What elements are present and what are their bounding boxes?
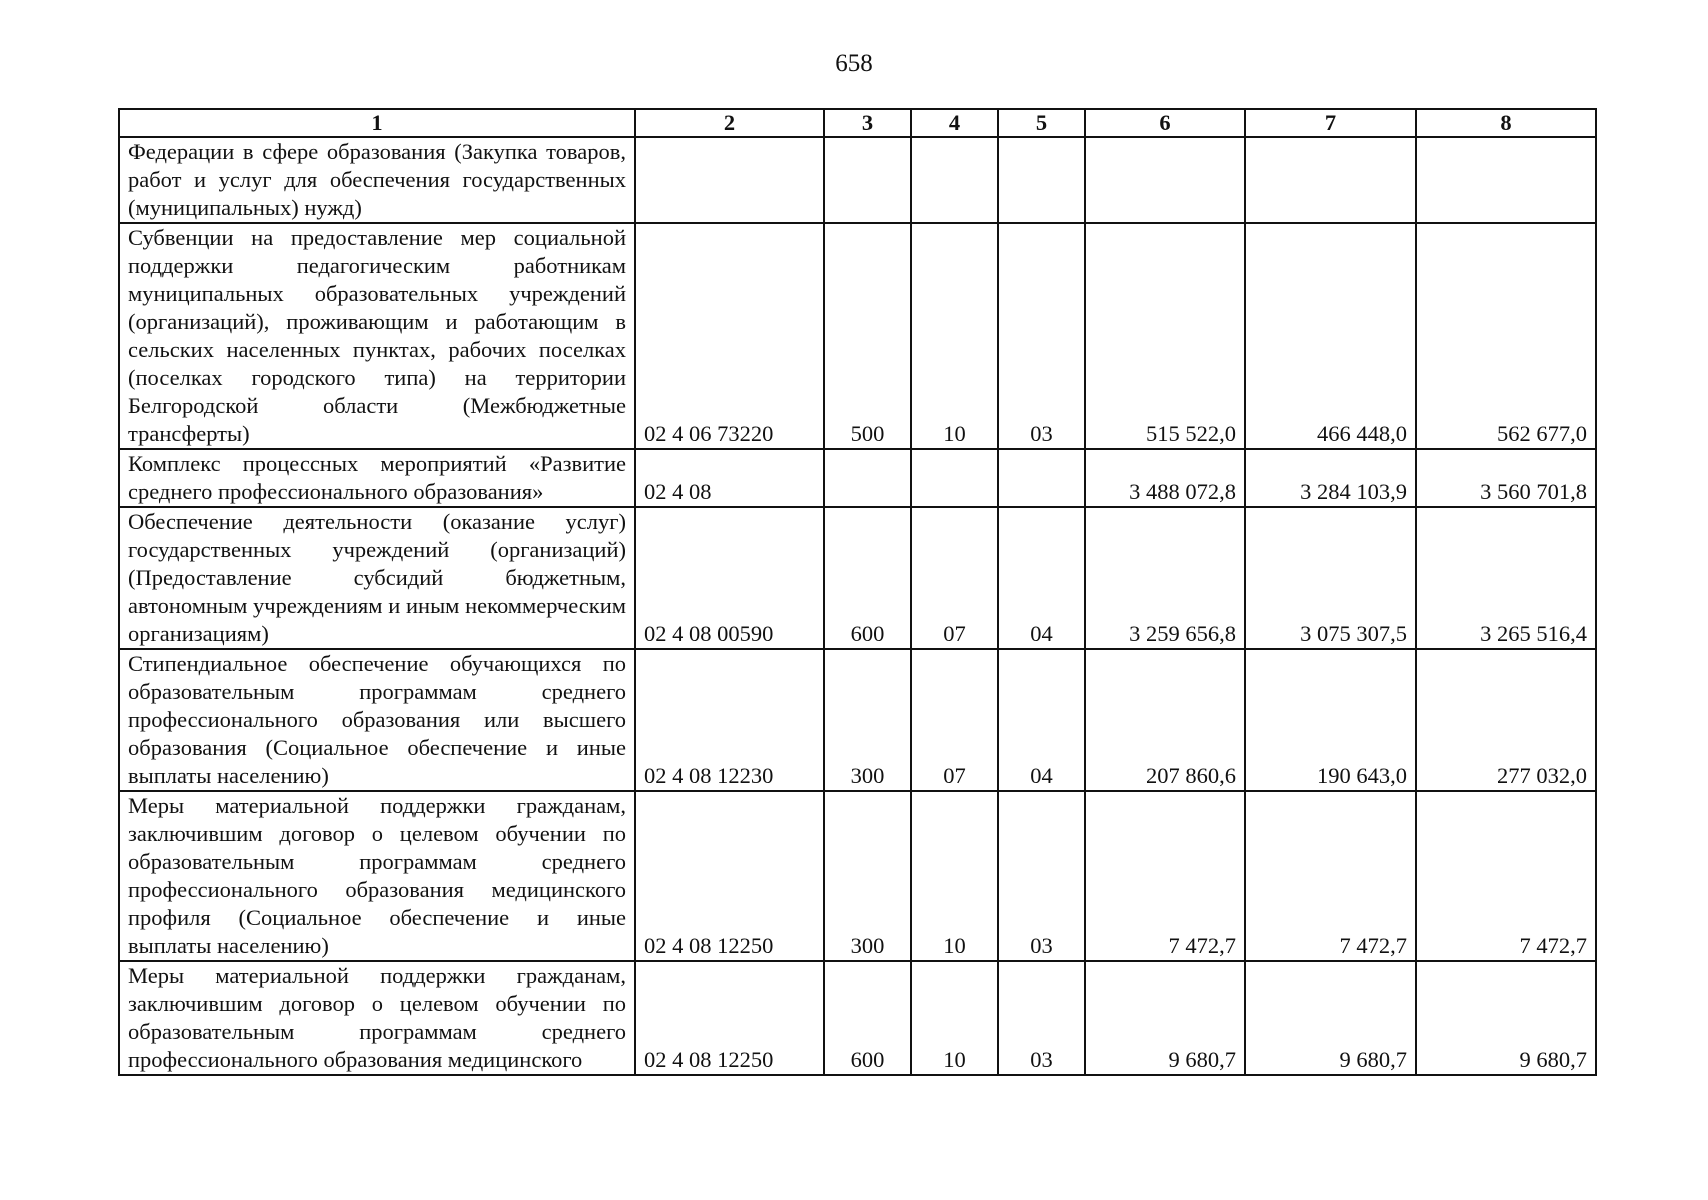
- subsection-code: 04: [998, 649, 1085, 791]
- row-description: Субвенции на предоставление мер социальной поддержки педагогическим работникам муниципальных образовательных учреждений (организаций), проживающим и работающим в сельских населенных пунктах, рабочих поселках (поселках городского типа) на территории Белгородской области (Межбюджетные трансферты): [119, 223, 635, 449]
- expense-type-code: 500: [824, 223, 911, 449]
- expense-type-code: [824, 449, 911, 507]
- amount-col-7: 7 472,7: [1245, 791, 1416, 961]
- amount-col-6: [1085, 137, 1245, 223]
- amount-col-8: 562 677,0: [1416, 223, 1596, 449]
- page-number: 658: [835, 50, 873, 77]
- amount-col-8: 277 032,0: [1416, 649, 1596, 791]
- amount-col-7: 3 075 307,5: [1245, 507, 1416, 649]
- section-code: [911, 137, 998, 223]
- row-description: Комплекс процессных мероприятий «Развитие среднего профессионального образования»: [119, 449, 635, 507]
- subsection-code: 03: [998, 961, 1085, 1075]
- table-row: [119, 649, 1596, 791]
- amount-col-6: 3 259 656,8: [1085, 507, 1245, 649]
- amount-col-6: 515 522,0: [1085, 223, 1245, 449]
- row-description: Обеспечение деятельности (оказание услуг) государственных учреждений (организаций) (Предоставление субсидий бюджетным, автономным учреждениям и иным некоммерческим организациям): [119, 507, 635, 649]
- target-article-code: 02 4 08: [635, 449, 824, 507]
- amount-col-7: 466 448,0: [1245, 223, 1416, 449]
- table-row: [119, 791, 1596, 961]
- amount-col-8: 3 265 516,4: [1416, 507, 1596, 649]
- section-code: 07: [911, 649, 998, 791]
- section-code: 10: [911, 961, 998, 1075]
- amount-col-7: 9 680,7: [1245, 961, 1416, 1075]
- subsection-code: [998, 137, 1085, 223]
- column-header-3: 3: [824, 109, 911, 137]
- subsection-code: [998, 449, 1085, 507]
- column-header-7: 7: [1245, 109, 1416, 137]
- target-article-code: 02 4 06 73220: [635, 223, 824, 449]
- target-article-code: 02 4 08 12250: [635, 961, 824, 1075]
- column-header-6: 6: [1085, 109, 1245, 137]
- section-code: 10: [911, 223, 998, 449]
- section-code: 10: [911, 791, 998, 961]
- expense-type-code: 600: [824, 961, 911, 1075]
- row-description: Стипендиальное обеспечение обучающихся по образовательным программам среднего профессионального образования или высшего образования (Социальное обеспечение и иные выплаты населению): [119, 649, 635, 791]
- amount-col-7: [1245, 137, 1416, 223]
- section-code: 07: [911, 507, 998, 649]
- subsection-code: 03: [998, 791, 1085, 961]
- amount-col-8: 7 472,7: [1416, 791, 1596, 961]
- row-description: Меры материальной поддержки гражданам, заключившим договор о целевом обучении по образовательным программам среднего профессионального образования медицинского профиля (Социальное обеспечение и иные выплаты населению): [119, 791, 635, 961]
- column-header-2: 2: [635, 109, 824, 137]
- amount-col-8: [1416, 137, 1596, 223]
- expense-type-code: 300: [824, 649, 911, 791]
- column-header-4: 4: [911, 109, 998, 137]
- amount-col-8: 9 680,7: [1416, 961, 1596, 1075]
- header-row: [119, 109, 1596, 137]
- amount-col-7: 190 643,0: [1245, 649, 1416, 791]
- subsection-code: 04: [998, 507, 1085, 649]
- column-header-8: 8: [1416, 109, 1596, 137]
- budget-table: [118, 108, 1597, 1076]
- target-article-code: 02 4 08 12250: [635, 791, 824, 961]
- row-description: Федерации в сфере образования (Закупка товаров, работ и услуг для обеспечения государственных (муниципальных) нужд): [119, 137, 635, 223]
- target-article-code: [635, 137, 824, 223]
- subsection-code: 03: [998, 223, 1085, 449]
- row-description: Меры материальной поддержки гражданам, заключившим договор о целевом обучении по образовательным программам среднего профессионального образования медицинского: [119, 961, 635, 1075]
- column-header-5: 5: [998, 109, 1085, 137]
- table-row: [119, 961, 1596, 1075]
- section-code: [911, 449, 998, 507]
- target-article-code: 02 4 08 00590: [635, 507, 824, 649]
- amount-col-8: 3 560 701,8: [1416, 449, 1596, 507]
- amount-col-6: 3 488 072,8: [1085, 449, 1245, 507]
- expense-type-code: 300: [824, 791, 911, 961]
- table-row: [119, 449, 1596, 507]
- target-article-code: 02 4 08 12230: [635, 649, 824, 791]
- table-row: [119, 223, 1596, 449]
- amount-col-6: 7 472,7: [1085, 791, 1245, 961]
- table-row: [119, 137, 1596, 223]
- expense-type-code: 600: [824, 507, 911, 649]
- amount-col-7: 3 284 103,9: [1245, 449, 1416, 507]
- amount-col-6: 207 860,6: [1085, 649, 1245, 791]
- amount-col-6: 9 680,7: [1085, 961, 1245, 1075]
- table-row: [119, 507, 1596, 649]
- expense-type-code: [824, 137, 911, 223]
- column-header-1: 1: [119, 109, 635, 137]
